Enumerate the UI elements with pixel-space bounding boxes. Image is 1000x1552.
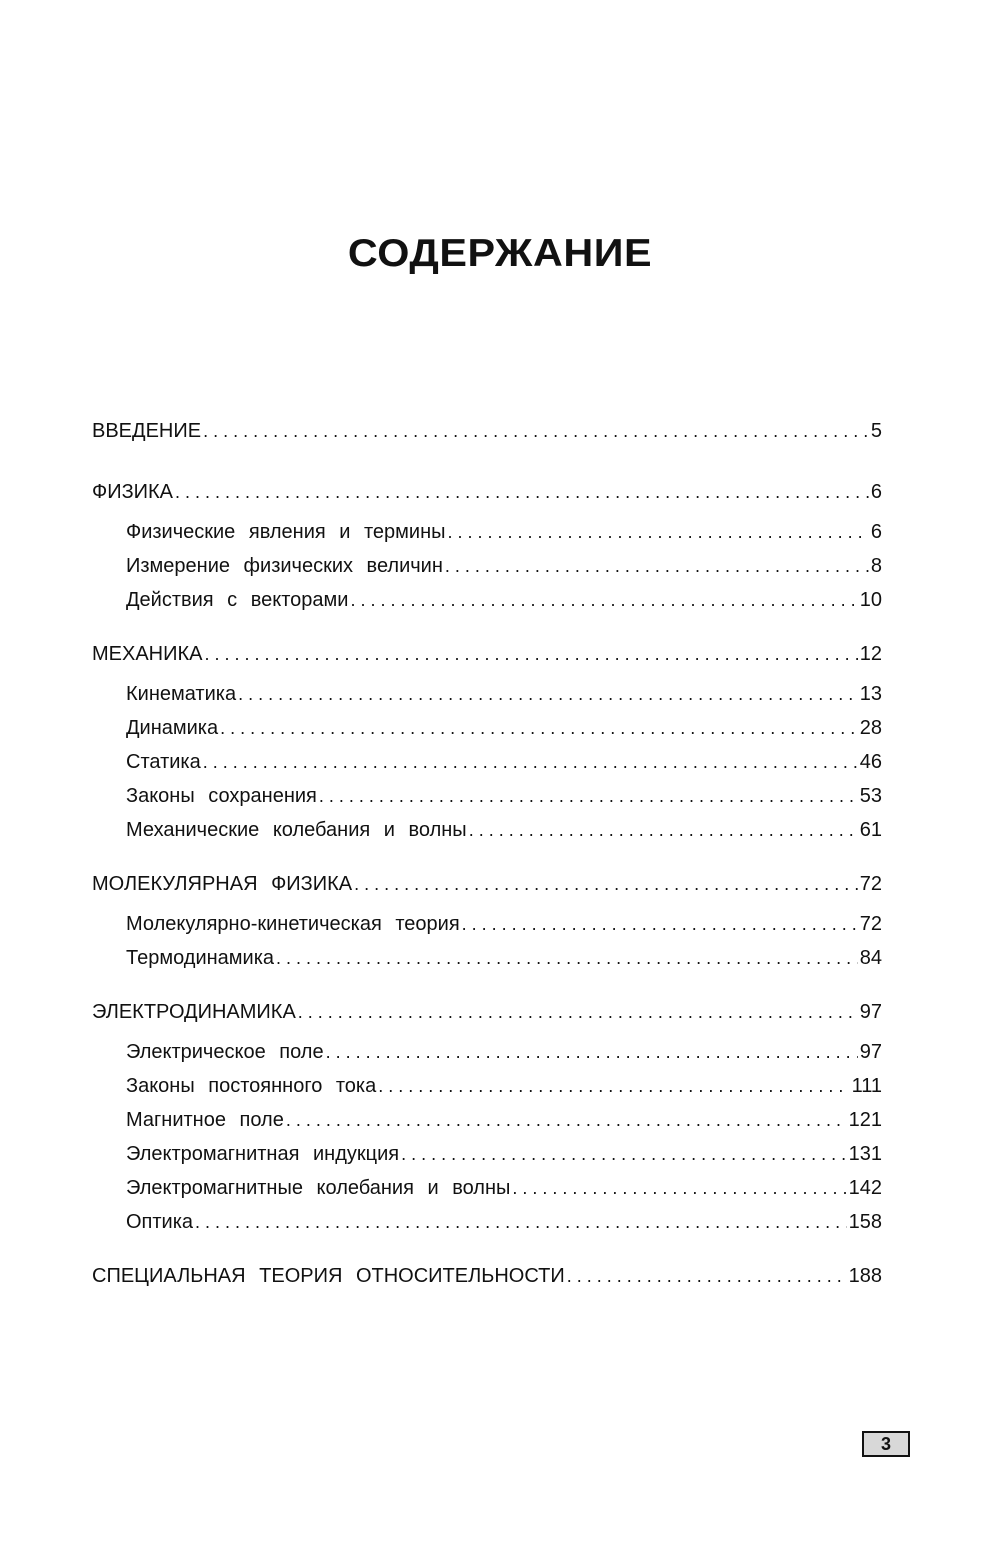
toc-dot-leader [203,418,869,444]
toc-subentry[interactable] [126,1137,882,1167]
toc-dot-leader [203,749,858,775]
toc-entry-page: 84 [859,947,882,969]
toc-subentry[interactable] [126,907,882,937]
toc-entry-label: ЭЛЕКТРОДИНАМИКА [92,1001,296,1023]
toc-entry-label: Молекулярно-кинетическая теория [126,913,460,935]
toc-entry-page: 131 [848,1143,882,1165]
toc-entry-label: Электромагнитные колебания и волны [126,1177,511,1199]
toc-entry-page: 12 [859,643,882,665]
toc-entry-page: 6 [870,481,882,503]
toc-entry-page: 13 [859,683,882,705]
toc-dot-leader [445,553,869,579]
toc-subentry[interactable] [126,1069,882,1099]
toc-dot-leader [238,681,858,707]
toc-section-molecular-physics[interactable] [92,867,882,897]
toc-entry-label: Магнитное поле [126,1109,284,1131]
toc-entry-label: МОЛЕКУЛЯРНАЯ ФИЗИКА [92,873,353,895]
toc-subentry[interactable] [126,813,882,843]
toc-section-mechanics[interactable] [92,637,882,667]
toc-subentry[interactable] [126,1103,882,1133]
toc-subentry[interactable] [126,941,882,971]
page-number: 3 [862,1431,910,1457]
toc-entry-page: 142 [848,1177,882,1199]
toc-dot-leader [512,1175,846,1201]
toc-entry-label: Механические колебания и волны [126,819,467,841]
toc-entry-page: 158 [848,1211,882,1233]
toc-entry-label: Действия с векторами [126,589,349,611]
toc-section-special-relativity[interactable] [92,1259,882,1289]
toc-dot-leader [175,479,869,505]
toc-section-physics[interactable] [92,475,882,505]
toc-entry-page: 53 [859,785,882,807]
toc-entry-label: Законы сохранения [126,785,317,807]
toc-entry-page: 46 [859,751,882,773]
toc-entry-page: 61 [859,819,882,841]
toc-entry-page: 5 [870,420,882,442]
toc-dot-leader [205,641,858,667]
toc-entry-label: Оптика [126,1211,194,1233]
toc-dot-leader [448,519,869,545]
toc-entry-page: 111 [851,1075,882,1097]
toc-subentry[interactable] [126,583,882,613]
toc-dot-leader [286,1107,847,1133]
toc-entry-page: 72 [859,913,882,935]
toc-dot-leader [469,817,858,843]
toc-subentry[interactable] [126,711,882,741]
toc-entry-label: Динамика [126,717,219,739]
toc-section-introduction[interactable] [92,414,882,444]
toc-entry-page: 6 [870,521,882,543]
toc-dot-leader [401,1141,847,1167]
toc-dot-leader [195,1209,847,1235]
toc-dot-leader [354,871,858,897]
toc-entry-label: Законы постоянного тока [126,1075,377,1097]
toc-entry-page: 121 [848,1109,882,1131]
toc-dot-leader [298,999,858,1025]
toc-entry-page: 188 [848,1265,882,1287]
toc-entry-label: Физические явления и термины [126,521,446,543]
toc-entry-label: Измерение физических величин [126,555,443,577]
toc-entry-label: МЕХАНИКА [92,643,203,665]
toc-entry-label: ФИЗИКА [92,481,174,503]
toc-section-electrodynamics[interactable] [92,995,882,1025]
toc-subentry[interactable] [126,1035,882,1065]
toc-entry-page: 97 [859,1041,882,1063]
toc-dot-leader [319,783,858,809]
toc-subentry[interactable] [126,549,882,579]
toc-dot-leader [326,1039,858,1065]
toc-dot-leader [220,715,858,741]
table-of-contents [92,0,882,1552]
toc-entry-page: 72 [859,873,882,895]
toc-dot-leader [567,1263,847,1289]
toc-dot-leader [378,1073,849,1099]
toc-entry-label: Термодинамика [126,947,275,969]
toc-subentry[interactable] [126,1171,882,1201]
toc-entry-page: 10 [859,589,882,611]
toc-dot-leader [350,587,857,613]
page-title: СОДЕРЖАНИЕ [347,232,653,275]
toc-entry-page: 97 [859,1001,882,1023]
toc-entry-label: Статика [126,751,201,773]
toc-entry-page: 8 [870,555,882,577]
toc-entry-page: 28 [859,717,882,739]
toc-entry-label: Электрическое поле [126,1041,324,1063]
toc-entry-label: Электромагнитная индукция [126,1143,400,1165]
toc-entry-label: Кинематика [126,683,237,705]
toc-entry-label: ВВЕДЕНИЕ [92,420,202,442]
toc-subentry[interactable] [126,779,882,809]
toc-subentry[interactable] [126,1205,882,1235]
toc-dot-leader [276,945,858,971]
toc-dot-leader [462,911,858,937]
toc-subentry[interactable] [126,745,882,775]
toc-subentry[interactable] [126,515,882,545]
toc-subentry[interactable] [126,677,882,707]
toc-entry-label: СПЕЦИАЛЬНАЯ ТЕОРИЯ ОТНОСИТЕЛЬНОСТИ [92,1265,565,1287]
